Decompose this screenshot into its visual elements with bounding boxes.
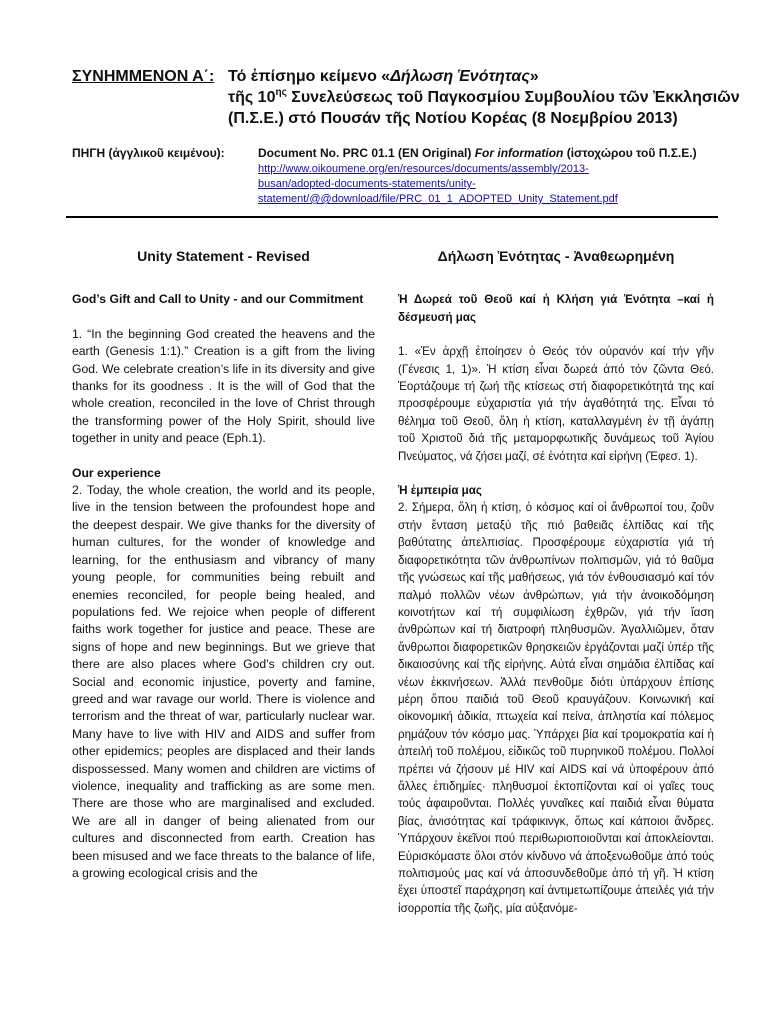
greek-paragraph-2: 2. Σήμερα, ὅλη ἡ κτίση, ὁ κόσμος καί οἱ ἄνθρωποί του, ζοῦν στήν ἔνταση μεταξύ τῆς πιό βαθειᾶς ἐλπίδας καί τῆς βαθύτατης ἀπελπισίας. Προσφέρουμε εὐχαριστία γιά τή διαφορετικότητα τῶν ἀνθρωπίνων πολιτισμῶν, γιά τό θαῦμα τῆς γνώσεως καί τῆς μαθήσεως, γιά τόν ἐνθουσιασμό καί τόν παλμό πολλῶν νέων ἀνθρώπων, γιά τήν ἀνοικοδόμηση κοινοτήτων καί τή συμφιλίωση ἐχθρῶν, γιά τήν ἴαση ἀνθρώπων καί τή διατροφή πληθυσμῶν. Ἀγαλλιῶμεν, ὅταν ἄνθρωποι διαφορετικῶν θρησκειῶν ἐργάζονται μαζί ὑπέρ τῆς δικαιοσύνης καί τῆς εἰρήνης. Αὐτά εἶναι σημάδια ἐλπίδας καί νέων ἐκκινήσεων. Ἀλλά πενθοῦμε διότι ὑπάρχουν ἐπίσης μέρη ὅπου παιδιά τοῦ Θεοῦ κραυγάζουν. Κοινωνική καί οἰκονομική ἀδικία, πτωχεία καί πείνα, ἀπληστία καί πόλεμος ρημάζουν τόν κόσμο μας. Ὑπάρχει βία καί τρομοκρατία καί ἡ ἀπειλή τοῦ πολέμου, εἰδικῶς τοῦ πυρηνικοῦ πολέμου. Πολλοί πρέπει νά ζήσουν μέ HIV καί AIDS καί νά ὑποφέρουν ἀπό ἄλλες ἐπιδημίες· πληθυσμοί ἐκτοπίζονται καί οἱ γαῖες τους τούς ἀφαιροῦνται. Πολλές γυναῖκες καί παιδιά εἶναι θύματα βίας, ἀνισότητας καί τράφικινγκ, ὅπως καί κάποιοι ἄνδρες. Ὑπάρχουν ἐκεῖνοι πού περιθωριοποιοῦνται καί ἀποκλείονται. Εὑρισκόμαστε ὅλοι στόν κίνδυνο νά ἀποξενωθοῦμε ἀπό τούς πολιτισμούς μας καί νά ἀποσυνδεθοῦμε ἀπό τή γῆ. Ἡ κτίση ἔχει ὑποστεῖ παράχρηση καί ἀντιμετωπίζουμε ἀπειλές γιά τήν ἰσορροπία τῆς ζωῆς, μία αὐξανόμε-	[398, 501, 714, 915]
greek-heading-1: Ἡ Δωρεά τοῦ Θεοῦ καί ἡ Κλήση γιά Ἑνότητα –καί ἡ δέσμευσή μας	[398, 293, 714, 324]
source-link-line-1[interactable]: http://www.oikoumene.org/en/resources/documents/assembly/2013-	[258, 163, 589, 175]
source-document	[258, 146, 697, 161]
attachment-label: ΣΥΝΗΜΜΕΝΟΝ Α΄:	[72, 68, 215, 85]
header-location: (Π.Σ.Ε.) στό Πουσάν τῆς Νοτίου Κορέας (8 Νοεμβρίου 2013)	[228, 110, 678, 127]
spacer	[72, 309, 375, 326]
english-title: Unity Statement - Revised	[137, 248, 310, 264]
english-heading-2: Our experience	[72, 465, 161, 480]
source-label: ΠΗΓΗ (ἀγγλικοῦ κειμένου):	[72, 146, 225, 160]
source-doc-post: (ἰστοχώρου τοῦ Π.Σ.Ε.)	[563, 146, 697, 160]
header-line-3	[72, 108, 722, 129]
header-assembly-sup: ης	[275, 87, 287, 98]
header-assembly-post: Συνελεύσεως τοῦ Παγκοσμίου Συμβουλίου τῶν Ἐκκλησιῶν	[286, 89, 740, 106]
spacer	[398, 326, 714, 343]
greek-column	[398, 248, 714, 934]
header-title	[228, 66, 539, 87]
header-title-pre: Τό ἐπίσημο κείμενο «	[228, 68, 391, 85]
header-line-1	[72, 66, 722, 87]
source-link[interactable]	[258, 162, 718, 207]
english-column	[72, 248, 375, 899]
source-doc-italic: For information	[474, 146, 564, 160]
header-title-post: »	[529, 68, 539, 85]
greek-paragraph-1: 1. «Ἐν ἀρχῇ ἐποίησεν ὁ Θεός τόν οὐρανόν καί τήν γῆν (Γένεσις 1, 1)». Ἡ κτίση εἶναι δωρεά ἀπό τόν ζῶντα Θεό. Ἑορτάζουμε τή ζωή τῆς κτίσεως στή διαφορετικότητά της καί προσφέρουμε εὐχαριστία γιά τήν ἀγαθότητά της. Εἶναι τό θέλημα τοῦ Θεοῦ, ὅλη ἡ κτίση, καταλλαγμένη ἐν τῇ ἀγάπῃ τοῦ Χριστοῦ διά τῆς μεταμορφωτικῆς δυνάμεως τοῦ Ἁγίου Πνεύματος, νά ζήσει μαζί, σέ ἑνότητα καί εἰρήνη (Ἐφεσ. 1).	[398, 345, 714, 463]
document-header	[72, 66, 740, 129]
header-line-2	[72, 87, 740, 108]
english-paragraph-1: 1. “In the beginning God created the heavens and the earth (Genesis 1:1).” Creation is a gift from the living God. We celebrate creation’s life in its diversity and give thanks for its goodness . It is the will of God that the whole creation, reconciled in the love of Christ through the transforming power of the Holy Spirit, should live together in unity and peace (Eph.1).	[72, 326, 375, 446]
source-link-line-3[interactable]: statement/@@download/file/PRC_01_1_ADOPTED_Unity_Statement.pdf	[258, 193, 618, 205]
english-heading-1: God’s Gift and Call to Unity - and our Commitment	[72, 292, 364, 307]
source-link-line-2[interactable]: busan/adopted-documents-statements/unity-	[258, 178, 476, 190]
header-title-italic: Δήλωση Ἑνότητας	[390, 68, 530, 85]
header-divider	[66, 216, 718, 218]
header-assembly-pre: τῆς 10	[228, 89, 276, 106]
greek-title: Δήλωση Ἑνότητας - Ἀναθεωρημένη	[437, 248, 675, 264]
english-paragraph-2: 2. Today, the whole creation, the world and its people, live in the tension between the profoundest hope and the deepest despair. We give thanks for the diversity of human cultures, for the wonder of knowledge and learning, for the enthusiasm and vibrancy of many young people, for communities being rebuilt and enemies reconciled, for people being healed, and populations fed. We rejoice when people of different faiths work together for justice and peace. These are signs of hope and new beginnings. But we grieve that there are also places where God’s children cry out. Social and economic injustice, poverty and famine, greed and war ravage our world. There is violence and terrorism and the threat of war, particularly nuclear war. Many have to live with HIV and AIDS and suffer from other epidemics; peoples are displaced and their lands dispossessed. Many women and children are victims of violence, inequality and trafficking as are some men. There are those who are marginalised and excluded. We are all in danger of being alienated from our cultures and disconnected from earth. Creation has been misused and we face threats to the balance of life, a growing ecological crisis and the	[72, 483, 375, 880]
header-assembly	[228, 87, 740, 108]
greek-heading-2: Ἡ ἐμπειρία μας	[398, 484, 482, 498]
source-doc-pre: Document No. PRC 01.1 (EN Original)	[258, 146, 475, 160]
